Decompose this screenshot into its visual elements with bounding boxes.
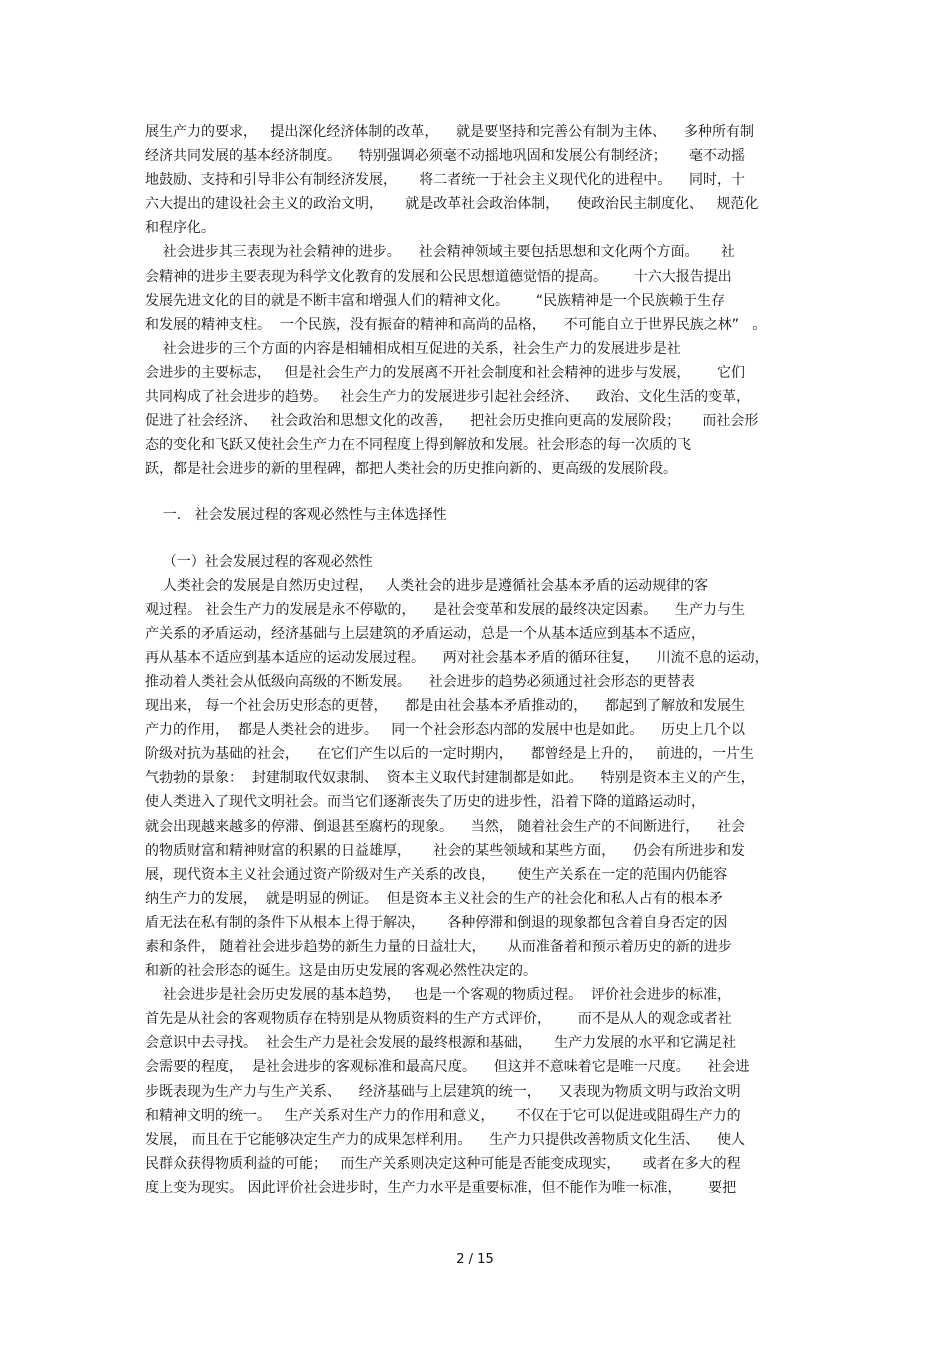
text-line: 步既表现为生产力与生产关系、 经济基础与上层建筑的统一， 又表现为物质文明与政治文明 bbox=[145, 1083, 741, 1100]
page-number: 2 / 15 bbox=[456, 1252, 494, 1267]
text-line: 产关系的矛盾运动，经济基础与上层建筑的矛盾运动，总是一个从基本适应到基本不适应， bbox=[145, 625, 705, 642]
paragraph bbox=[145, 337, 805, 482]
text-line: 和程序化。 bbox=[145, 220, 215, 237]
text-line: 展，现代资本主义社会通过资产阶级对生产关系的改良， 使生产关系在一定的范围内仍能容 bbox=[145, 866, 728, 883]
text-line: 发展先进文化的目的就是不断丰富和增强人们的精神文化。 “民族精神是一个民族赖于生存 bbox=[145, 292, 725, 309]
text-line: 地鼓励、支持和引导非公有制经济发展， 将二者统一于社会主义现代化的进程中。 同时，十 bbox=[145, 172, 746, 189]
document-body bbox=[145, 120, 805, 1200]
text-line: 民群众获得物质利益的可能； 而生产关系则决定这种可能是否能变成现实， 或者在多大的程 bbox=[145, 1155, 741, 1172]
paragraph bbox=[145, 240, 805, 336]
text-line: 会需要的程度， 是社会进步的客观标准和最高尺度。 但这并不意味着它是唯一尺度。 社会进 bbox=[145, 1059, 750, 1076]
text-line: 态的变化和飞跃又使社会生产力在不同程度上得到解放和发展。社会形态的每一次质的飞 bbox=[145, 437, 691, 454]
text-line: 一. 社会发展过程的客观必然性与主体选择性 bbox=[145, 507, 447, 524]
text-line: 素和条件， 随着社会进步趋势的新生力量的日益壮大， 从而准备着和预示着历史的新的进步 bbox=[145, 939, 732, 955]
text-line: 再从基本不适应到基本适应的运动发展过程。 两对社会基本矛盾的循环往复， 川流不息的运动， bbox=[145, 649, 769, 666]
text-line: 就会出现越来越多的停滞、倒退甚至腐朽的现象。 当然， 随着社会生产的不间断进行， 社会 bbox=[145, 818, 746, 835]
text-line: 首先是从社会的客观物质存在特别是从物质资料的生产方式评价， 而不是从人的观念或者社 bbox=[145, 1011, 732, 1028]
section-heading bbox=[145, 503, 805, 527]
text-line: 六大提出的建设社会主义的政治文明， 就是改革社会政治体制， 使政治民主制度化、 规范化 bbox=[145, 196, 759, 213]
text-line: 促进了社会经济、 社会政治和思想文化的改善， 把社会历史推向更高的发展阶段； 而社会形 bbox=[145, 413, 759, 430]
text-line: 社会进步的三个方面的内容是相辅相成相互促进的关系，社会生产力的发展进步是社 bbox=[145, 340, 681, 357]
text-line: 会进步的主要标志， 但是社会生产力的发展离不开社会制度和社会精神的进步与发展， 它们 bbox=[145, 364, 746, 381]
text-line: 观过程。 社会生产力的发展是永不停歇的， 是社会变革和发展的最终决定因素。 生产力与生 bbox=[145, 601, 746, 618]
text-line: 社会进步其三表现为社会精神的进步。 社会精神领域主要包括思想和文化两个方面。 社 bbox=[145, 244, 735, 261]
text-line: 使人类进入了现代文明社会。而当它们逐渐丧失了历史的进步性，沿着下降的道路运动时， bbox=[145, 794, 705, 811]
text-line: 和精神文明的统一。 生产关系对生产力的作用和意义， 不仅在于它可以促进或阻碍生产力的 bbox=[145, 1107, 741, 1124]
text-line: 会精神的进步主要表现为科学文化教育的发展和公民思想道德觉悟的提高。 十六大报告提出 bbox=[145, 268, 732, 285]
text-line: 共同构成了社会进步的趋势。 社会生产力的发展进步引起社会经济、 政治、文化生活的变革， bbox=[145, 389, 751, 406]
text-line: 经济共同发展的基本经济制度。 特别强调必须毫不动摇地巩固和发展公有制经济； 毫不动摇 bbox=[145, 148, 746, 165]
text-line: 的物质财富和精神财富的积累的日益雄厚， 社会的某些领域和某些方面， 仍会有所进步和发 bbox=[145, 842, 746, 859]
text-line: 展生产力的要求， 提出深化经济体制的改革， 就是要坚持和完善公有制为主体、 多种所有制 bbox=[145, 124, 754, 140]
text-line: 跃，都是社会进步的新的里程碑，都把人类社会的历史推向新的、更高级的发展阶段。 bbox=[145, 461, 677, 478]
text-line: 产力的作用， 都是人类社会的进步。 同一个社会形态内部的发展中也是如此。 历史上几个以 bbox=[145, 722, 746, 739]
text-line: 推动着人类社会从低级向高级的不断发展。 社会进步的趋势必须通过社会形态的更替表 bbox=[145, 673, 695, 690]
text-line: 现出来， 每一个社会历史形态的更替， 都是由社会基本矛盾推动的， 都起到了解放和发展生 bbox=[145, 698, 746, 715]
subsection-heading bbox=[145, 550, 805, 574]
paragraph bbox=[145, 120, 805, 240]
text-line: 社会进步是社会历史发展的基本趋势， 也是一个客观的物质过程。 评价社会进步的标准， bbox=[145, 987, 732, 1004]
text-line: 人类社会的发展是自然历史过程， 人类社会的进步是遵循社会基本矛盾的运动规律的客 bbox=[145, 577, 709, 594]
text-line: 阶级对抗为基础的社会， 在它们产生以后的一定时期内， 都曾经是上升的， 前进的，一片生 bbox=[145, 746, 754, 763]
text-line: 会意识中去寻找。 社会生产力是社会发展的最终根源和基础， 生产力发展的水平和它满足社 bbox=[145, 1035, 737, 1052]
paragraph bbox=[145, 574, 805, 984]
text-line: 盾无法在私有制的条件下从根本上得于解决， 各种停滞和倒退的现象都包含着自身否定的因 bbox=[145, 914, 728, 931]
text-line: 发展， 而且在于它能够决定生产力的成果怎样利用。 生产力只提供改善物质文化生活、 使人 bbox=[145, 1131, 746, 1148]
text-line: 度上变为现实。 因此评价社会进步时，生产力水平是重要标准，但不能作为唯一标准， 要把 bbox=[145, 1179, 737, 1196]
text-line: （一）社会发展过程的客观必然性 bbox=[145, 553, 373, 570]
text-line: 纳生产力的发展， 就是明显的例证。 但是资本主义社会的生产的社会化和私人占有的根本矛 bbox=[145, 890, 723, 907]
text-line: 气勃勃的景象： 封建制取代奴隶制、 资本主义取代封建制都是如此。 特别是资本主义的产生， bbox=[145, 770, 755, 787]
text-line: 和新的社会形态的诞生。这是由历史发展的客观必然性决定的。 bbox=[145, 963, 537, 980]
text-line: 和发展的精神支柱。 一个民族，没有振奋的精神和高尚的品格， 不可能自立于世界民族之林” 。 bbox=[145, 316, 767, 333]
paragraph bbox=[145, 983, 805, 1200]
